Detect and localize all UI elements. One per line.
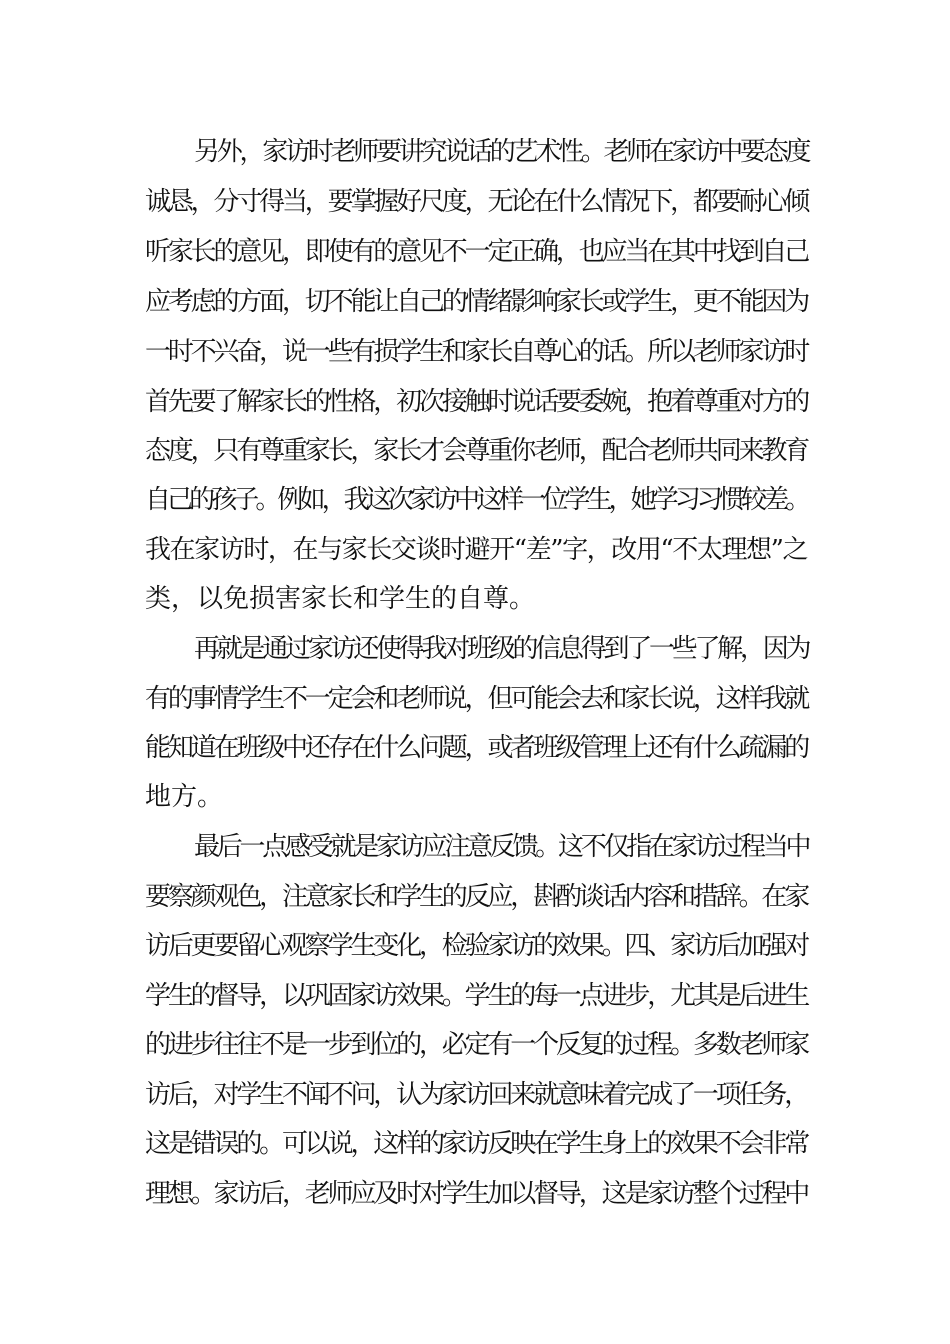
text-line: 理想。家访后，老师应及时对学生加以督导，这是家访整个过程中 — [145, 1179, 807, 1209]
text-line: 最后一点感受就是家访应注意反馈。这不仅指在家访过程当中 — [194, 832, 809, 862]
text-line: 应考虑的方面，切不能让自己的情绪影响家长或学生，更不能因为 — [145, 287, 807, 317]
text-line: 我在家访时，在与家长交谈时避开“差”字，改用“不太理想”之 — [145, 535, 807, 565]
text-line: 这是错误的。可以说，这样的家访反映在学生身上的效果不会非常 — [145, 1129, 807, 1159]
text-line: 类，以免损害家长和学生的自尊。 — [145, 584, 536, 614]
text-line: 访后更要留心观察学生变化，检验家访的效果。四、家访后加强对 — [145, 931, 807, 961]
text-line: 态度，只有尊重家长，家长才会尊重你老师，配合老师共同来教育 — [145, 436, 807, 466]
text-line: 自己的孩子。例如，我这次家访中这样一位学生，她学习习惯较差。 — [145, 485, 807, 515]
text-line: 能知道在班级中还存在什么问题，或者班级管理上还有什么疏漏的 — [145, 733, 807, 763]
text-line: 首先要了解家长的性格，初次接触时说话要委婉，抱着尊重对方的 — [145, 387, 807, 417]
text-line: 再就是通过家访还使得我对班级的信息得到了一些了解，因为 — [194, 634, 809, 664]
text-line: 地方。 — [145, 782, 224, 812]
text-line: 学生的督导，以巩固家访效果。学生的每一点进步，尤其是后进生 — [145, 981, 807, 1011]
text-line: 诚恳，分寸得当，要掌握好尺度，无论在什么情况下，都要耐心倾 — [145, 187, 807, 217]
text-line: 一时不兴奋，说一些有损学生和家长自尊心的话。所以老师家访时 — [145, 337, 807, 367]
text-line: 听家长的意见，即使有的意见不一定正确，也应当在其中找到自己 — [145, 237, 807, 267]
text-line: 的进步往往不是一步到位的，必定有一个反复的过程。多数老师家 — [145, 1030, 807, 1060]
text-line: 访后，对学生不闻不问，认为家访回来就意味着完成了一项任务， — [145, 1080, 807, 1110]
text-line: 要察颜观色，注意家长和学生的反应，斟酌谈话内容和措辞。在家 — [145, 882, 807, 912]
text-line: 另外，家访时老师要讲究说话的艺术性。老师在家访中要态度 — [194, 137, 809, 167]
text-line: 有的事情学生不一定会和老师说，但可能会去和家长说，这样我就 — [145, 684, 807, 714]
